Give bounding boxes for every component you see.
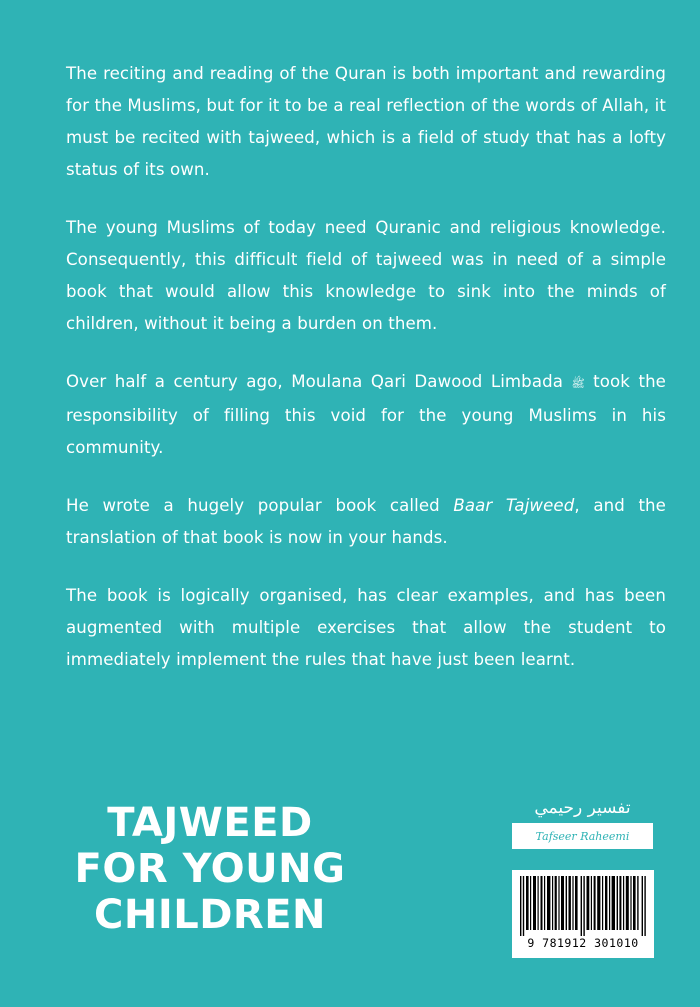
publisher-arabic-name: تفسير رحيمي xyxy=(512,793,653,823)
blurb-paragraph-3 xyxy=(66,366,666,464)
honorific-symbol: ﷺ xyxy=(571,377,585,390)
publisher-logo xyxy=(512,793,653,857)
blurb-paragraph-4 xyxy=(66,490,666,554)
isbn-digits: 9 781912 301010 xyxy=(527,936,639,950)
blurb-paragraph-3-end: took the responsibility of filling this void for the young Muslims in his community. xyxy=(66,372,666,457)
blurb-paragraph-3-start: Over half a century ago, Moulana Qari Dawood Limbada xyxy=(66,372,563,391)
blurb-text xyxy=(66,58,666,702)
isbn-barcode xyxy=(512,870,654,958)
book-title-reference: Baar Tajweed xyxy=(453,496,575,515)
book-title xyxy=(60,800,360,938)
blurb-paragraph-5: The book is logically organised, has clear examples, and has been augmented with multiple exercises that allow the student to immediately implement the rules that have just been learnt. xyxy=(66,586,666,669)
blurb-paragraph-4-end: , and the translation of that book is now in your hands. xyxy=(66,496,666,547)
publisher-name: Tafseer Raheemi xyxy=(512,823,653,849)
blurb-paragraph-4-start: He wrote a hugely popular book called xyxy=(66,496,454,515)
book-title-line-2: FOR YOUNG xyxy=(74,846,346,892)
blurb-paragraph-1: The reciting and reading of the Quran is both important and rewarding for the Muslims, but for it to be a real reflection of the words of Allah, it must be recited with tajweed, which is a field of study that has a lofty status of its own. xyxy=(66,64,666,179)
book-title-line-1: TAJWEED xyxy=(107,800,313,846)
blurb-paragraph-2: The young Muslims of today need Quranic and religious knowledge. Consequently, this difficult field of tajweed was in need of a simple book that would allow this knowledge to sink into the minds of children, without it being a burden on them. xyxy=(66,218,666,333)
barcode-bars xyxy=(520,876,646,936)
book-title-line-3: CHILDREN xyxy=(93,892,326,938)
